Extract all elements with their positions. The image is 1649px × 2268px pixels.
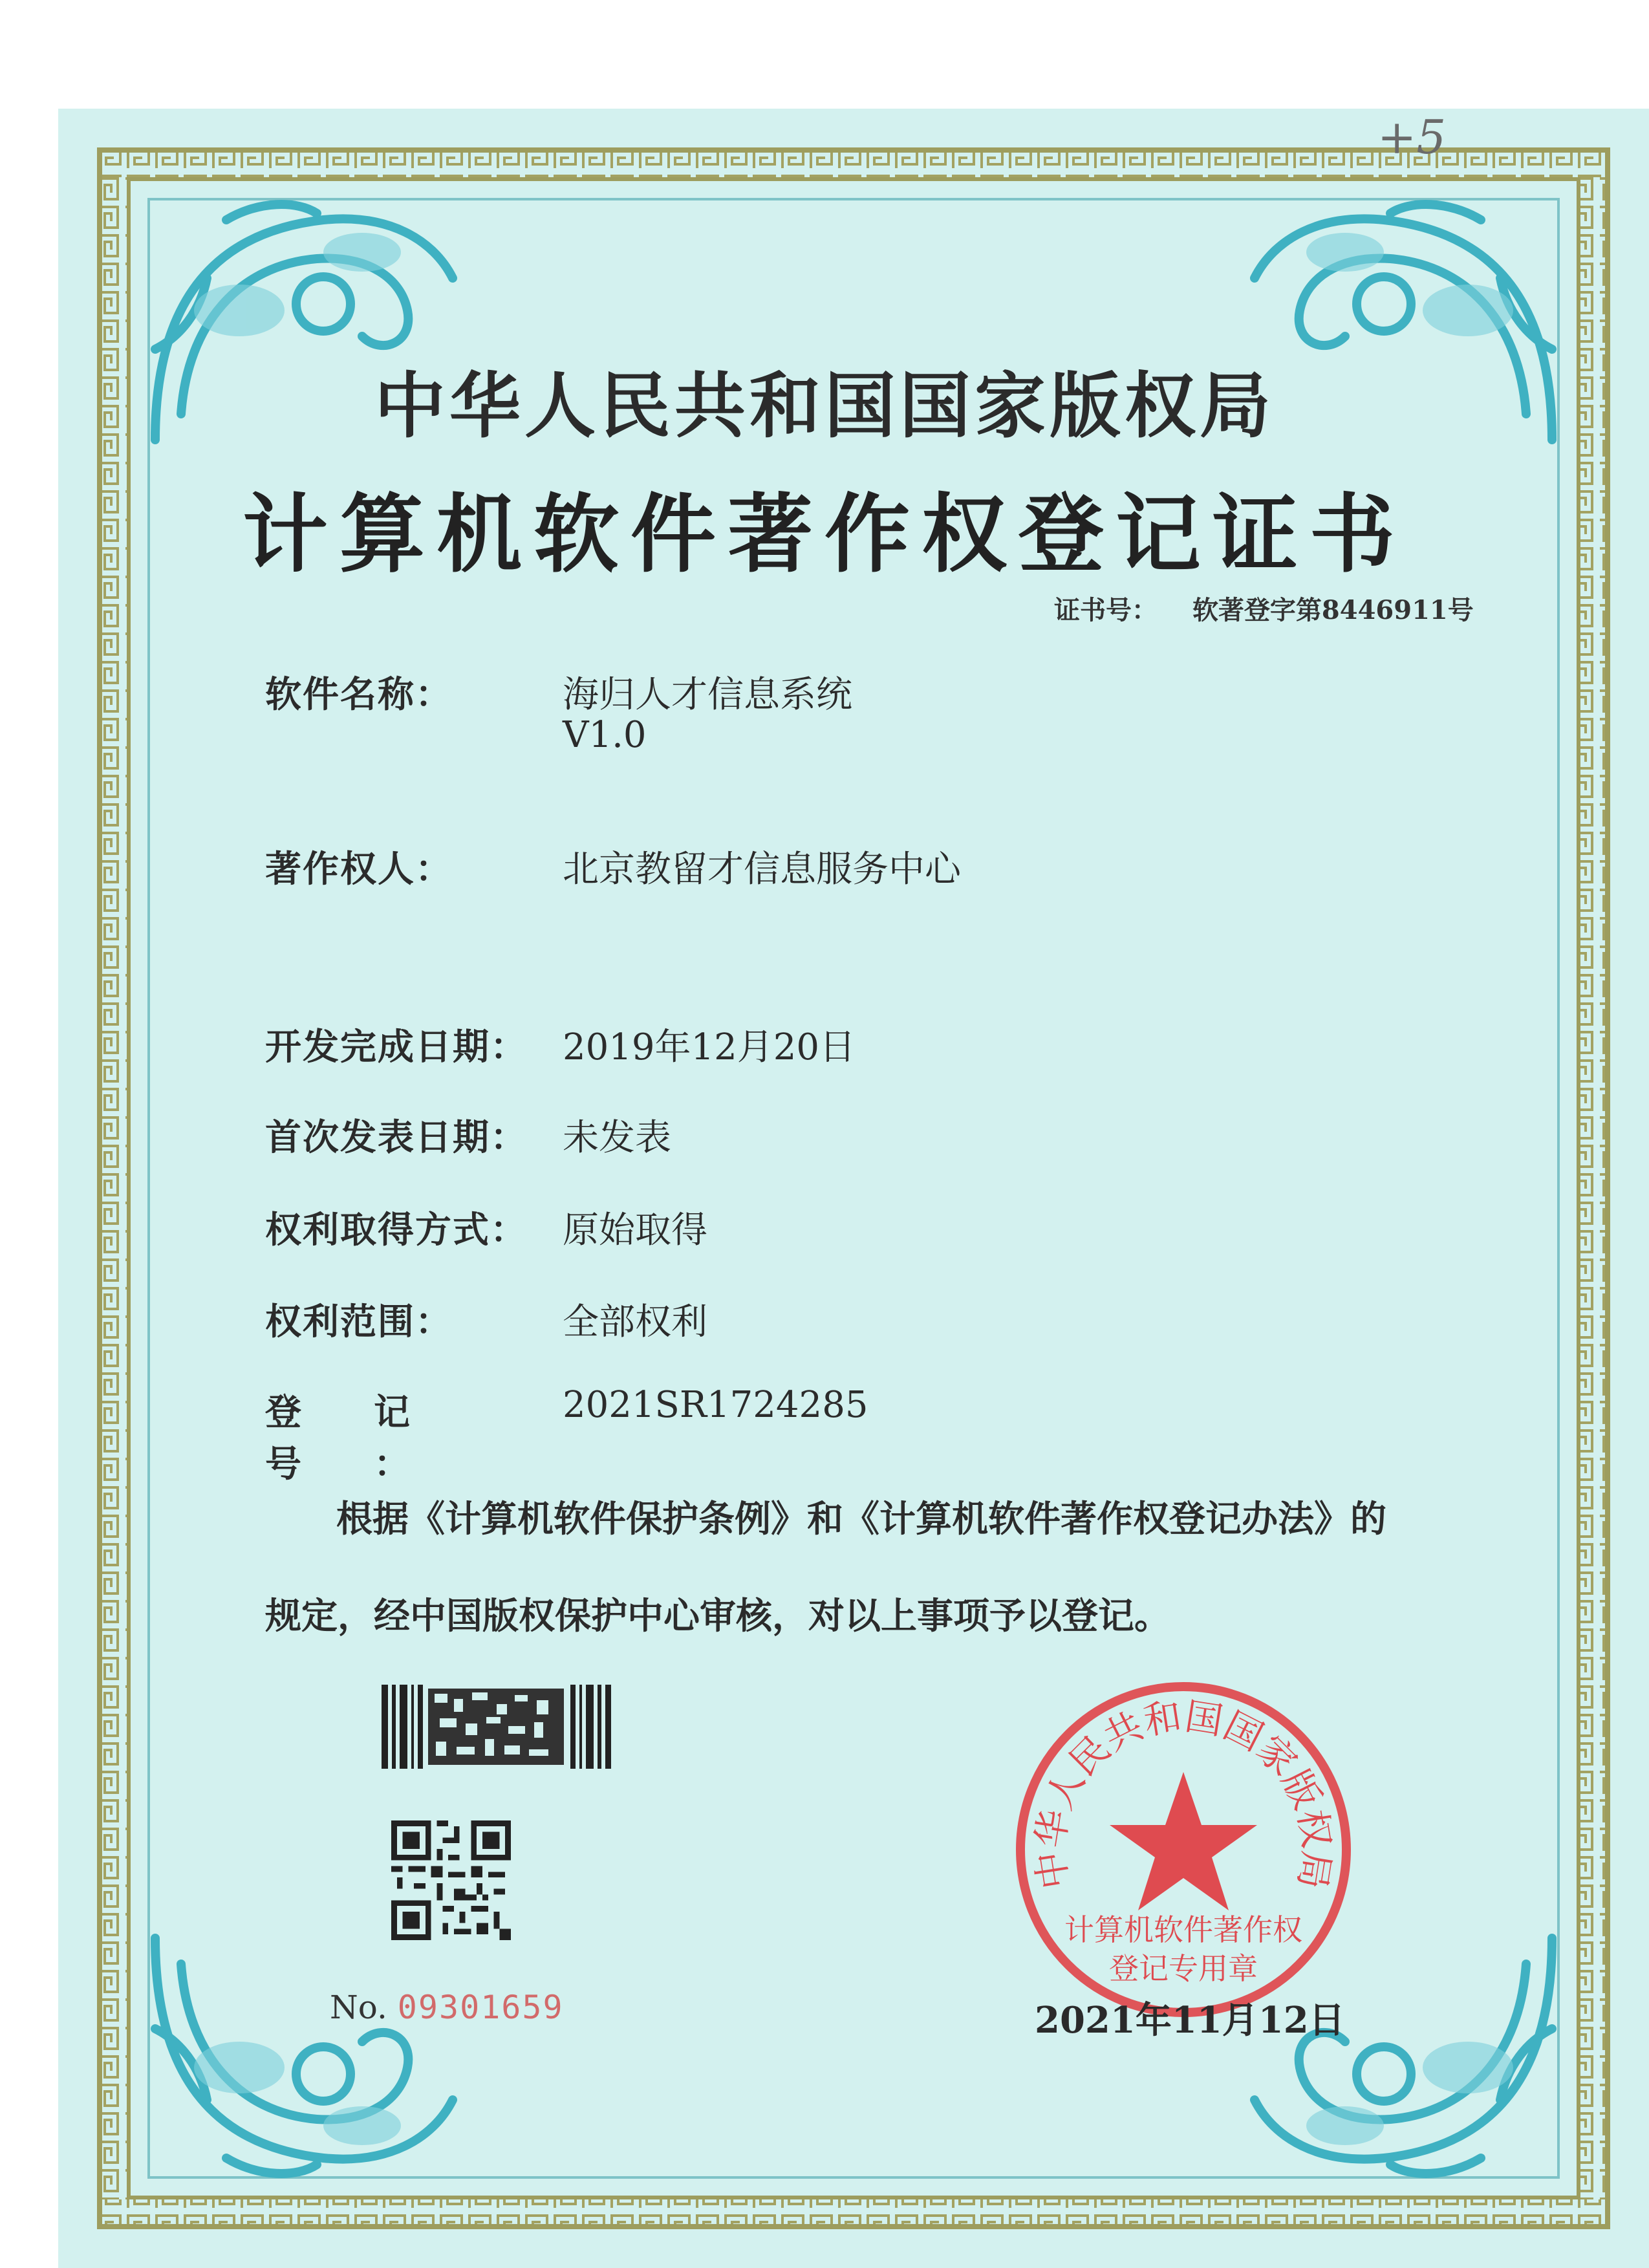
copyright-holder-label: 著作权人：	[265, 848, 453, 891]
handwritten-mark: +5	[1377, 110, 1447, 164]
field-copyright-holder	[265, 841, 961, 892]
software-version: V1.0	[563, 714, 647, 756]
serial-value: 09301659	[397, 1989, 564, 2026]
statement-line-1: 根据《计算机软件保护条例》和《计算机软件著作权登记办法》的	[336, 1498, 1386, 1540]
registration-number-value: 2021SR1724285	[563, 1384, 868, 1426]
field-registration-number	[265, 1384, 868, 1487]
acquisition-method-label: 权利取得方式：	[265, 1209, 528, 1251]
field-acquisition-method	[265, 1202, 707, 1253]
official-seal	[1009, 1675, 1358, 2024]
fret-pattern	[97, 147, 1610, 2229]
copyright-holder-value: 北京教留才信息服务中心	[563, 848, 961, 891]
scope-of-rights-label: 权利范围：	[265, 1301, 453, 1343]
scope-of-rights-value: 全部权利	[563, 1301, 707, 1343]
certificate-number-value: 软著登字第8446911号	[1192, 595, 1474, 625]
issuer-title: 中华人民共和国国家版权局	[374, 364, 1275, 448]
certificate-number-label: 证书号：	[1054, 595, 1158, 625]
corner-ornament-bottom-left	[129, 1925, 491, 2197]
software-name-label: 软件名称：	[265, 673, 453, 716]
completion-date-label: 开发完成日期：	[265, 1026, 528, 1068]
field-software-name	[265, 666, 852, 718]
statement-line-2: 规定，经中国版权保护中心审核，对以上事项予以登记。	[265, 1595, 1170, 1637]
document-title: 计算机软件著作权登记证书	[242, 484, 1406, 585]
completion-date-value: 2019年12月20日	[563, 1026, 856, 1068]
first-publication-date-label: 首次发表日期：	[265, 1116, 528, 1159]
field-first-publication-date	[265, 1109, 671, 1161]
seal-outer-text: 中华人民共和国国家版权局	[1029, 1695, 1338, 1892]
first-publication-date-value: 未发表	[563, 1117, 671, 1159]
serial-number	[330, 1989, 564, 2026]
seal-inner-line-1: 计算机软件著作权	[1064, 1913, 1302, 1947]
software-name-value: 海归人才信息系统	[563, 674, 852, 716]
field-completion-date	[265, 1019, 856, 1070]
certificate-number	[1054, 590, 1474, 627]
registration-number-label: 登记号：	[265, 1391, 482, 1485]
qr-code	[391, 1820, 511, 1940]
barcode	[382, 1685, 611, 1769]
serial-prefix: No.	[330, 1989, 387, 2026]
field-scope-of-rights	[265, 1293, 707, 1345]
seal-inner-line-2: 登记专用章	[1109, 1952, 1258, 1985]
issue-date: 2021年11月12日	[1035, 1999, 1345, 2042]
acquisition-method-value: 原始取得	[563, 1209, 707, 1251]
